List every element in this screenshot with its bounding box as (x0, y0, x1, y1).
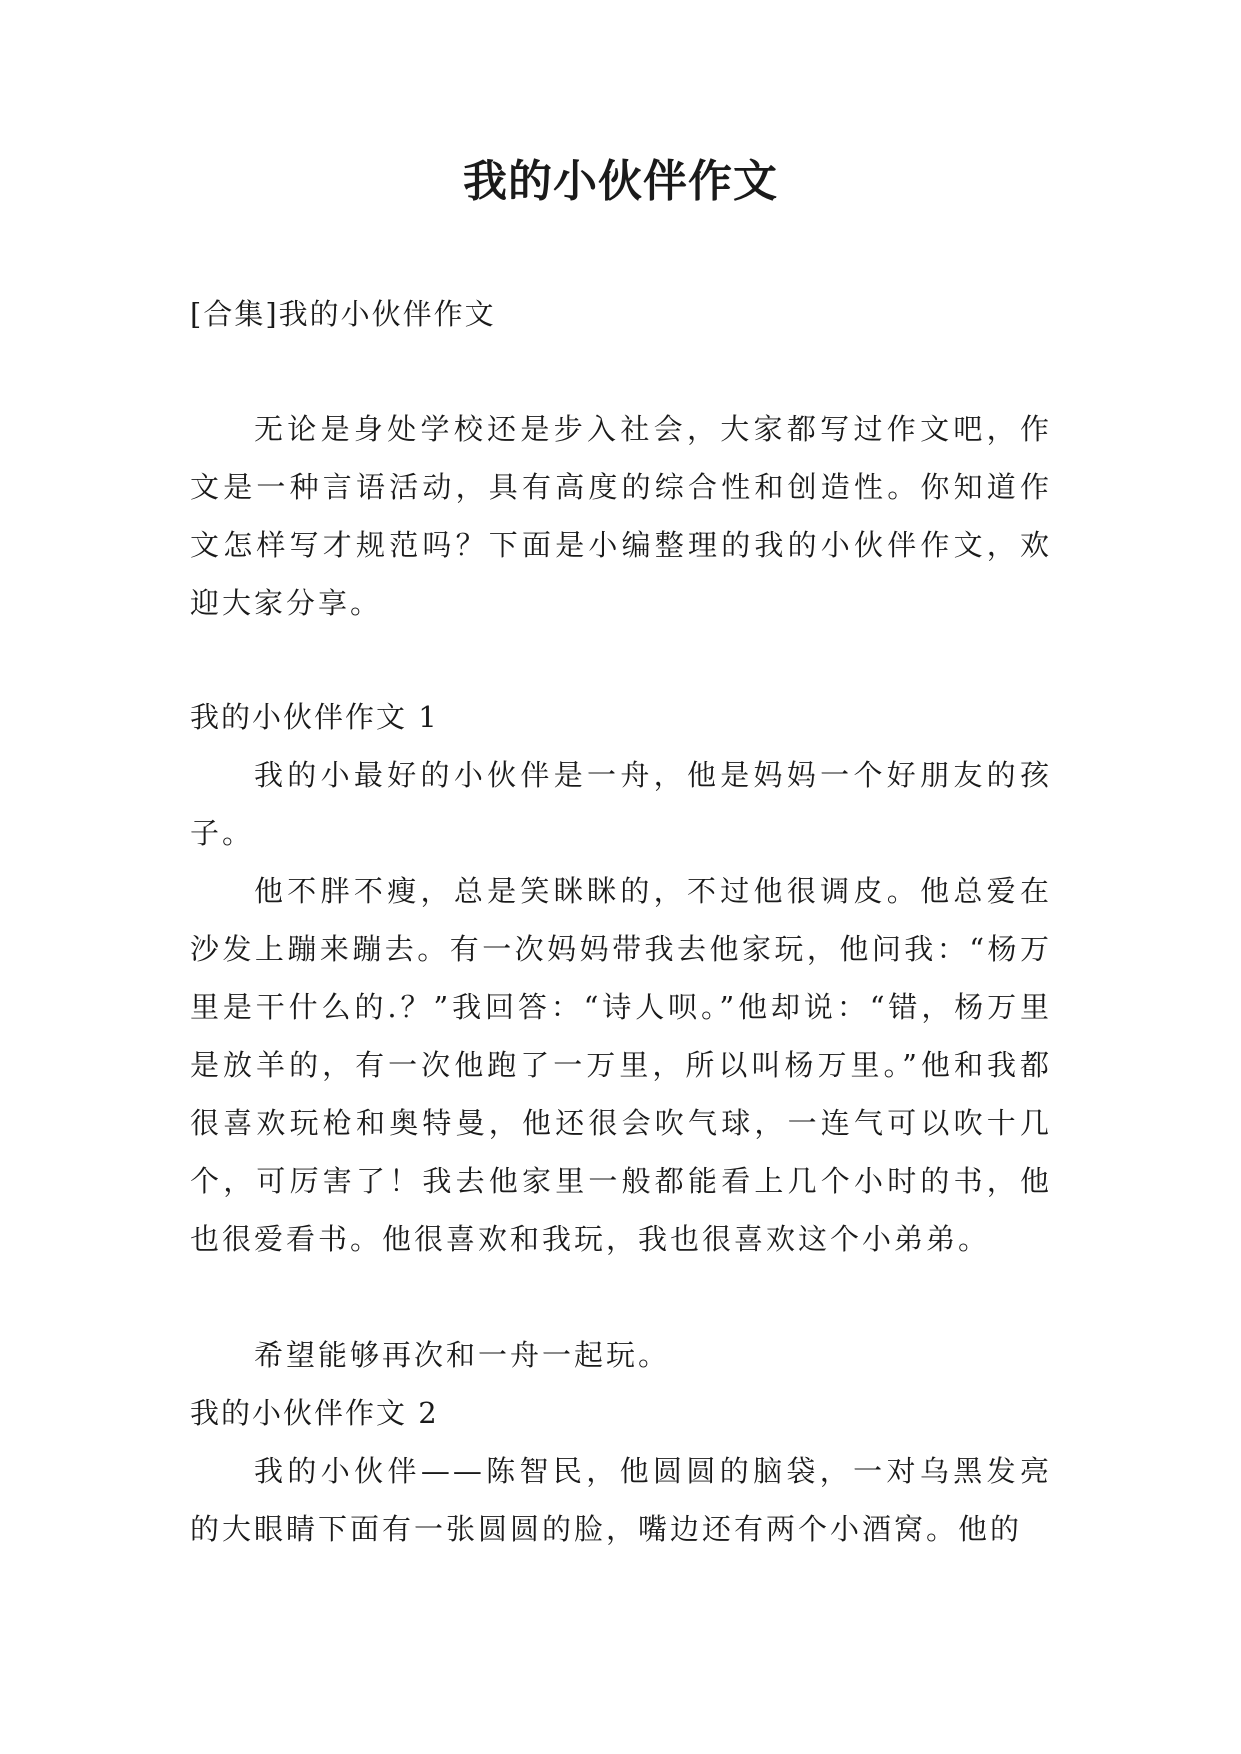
essay-1-paragraph-3: 希望能够再次和一舟一起玩。 (254, 1338, 671, 1372)
document-subtitle: [合集]我的小伙伴作文 (190, 297, 496, 331)
essay-1-heading: 我的小伙伴作文 1 (190, 700, 439, 734)
essay-2-paragraph-1: 我的小伙伴——陈智民，他圆圆的脑袋，一对乌黑发亮的大眼睛下面有一张圆圆的脸，嘴边还有两个小酒窝。他的 (190, 1454, 1052, 1546)
document-title: 我的小伙伴作文 (463, 156, 778, 207)
intro-paragraph: 无论是身处学校还是步入社会，大家都写过作文吧，作文是一种言语活动，具有高度的综合性和创造性。你知道作文怎样写才规范吗？下面是小编整理的我的小伙伴作文，欢迎大家分享。 (190, 412, 1052, 620)
essay-1-paragraph-2: 他不胖不瘦，总是笑眯眯的，不过他很调皮。他总爱在沙发上蹦来蹦去。有一次妈妈带我去他家玩，他问我：“杨万里是干什么的.？”我回答：“诗人呗。”他却说：“错，杨万里是放羊的，有一次他跑了一万里，所以叫杨万里。”他和我都很喜欢玩枪和奥特曼，他还很会吹气球，一连气可以吹十几个，可厉害了！我去他家里一般都能看上几个小时的书，他也很爱看书。他很喜欢和我玩，我也很喜欢这个小弟弟。 (190, 874, 1052, 1256)
essay-2-heading: 我的小伙伴作文 2 (190, 1396, 439, 1430)
essay-1-paragraph-1: 我的小最好的小伙伴是一舟，他是妈妈一个好朋友的孩子。 (190, 758, 1052, 850)
